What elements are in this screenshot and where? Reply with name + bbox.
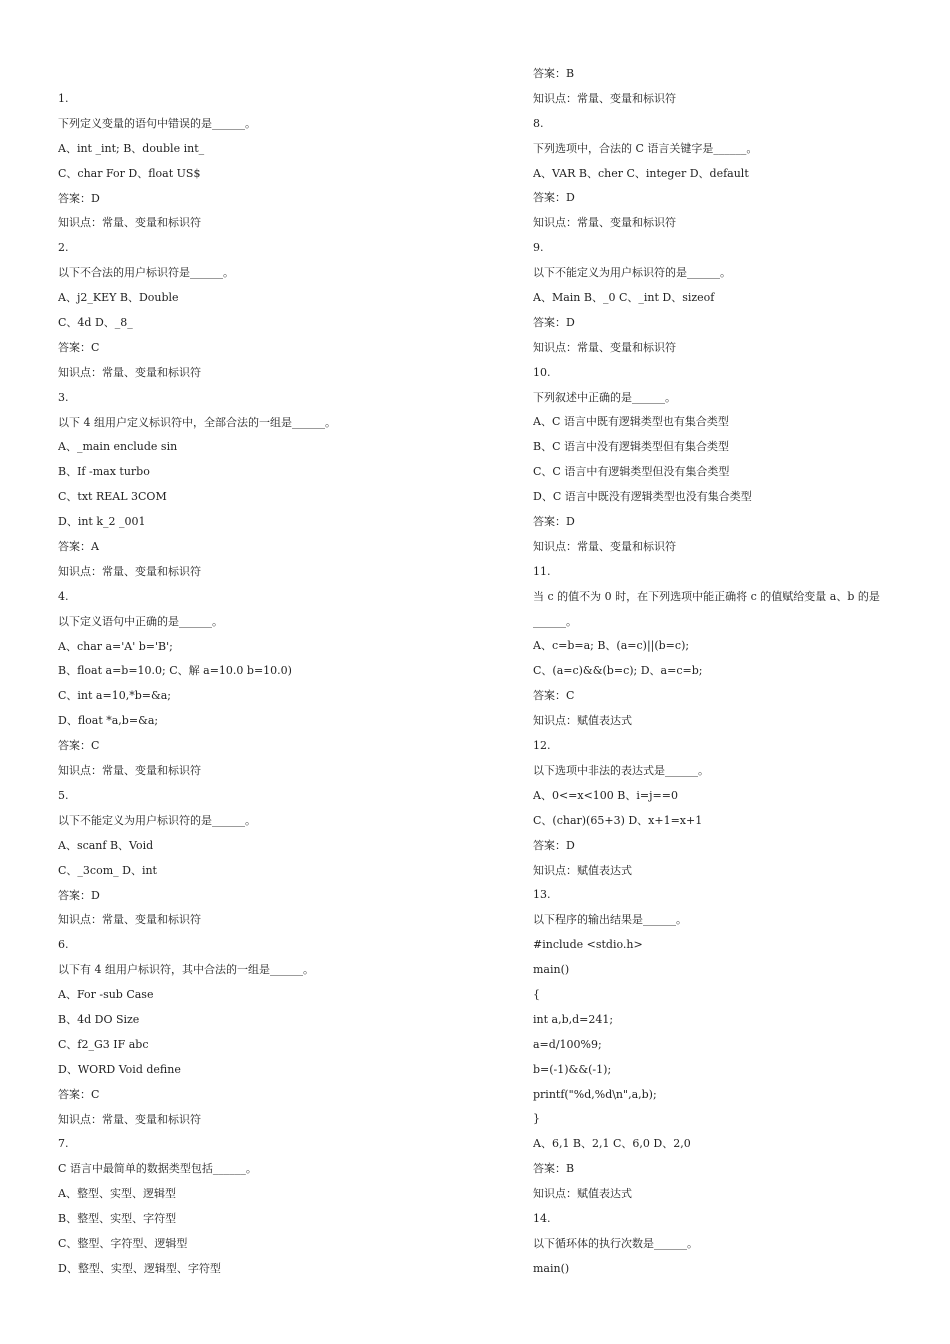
text-line: 答案：C	[58, 1087, 100, 1101]
text-line: 答案：A	[58, 540, 99, 554]
right-column	[533, 62, 933, 1282]
text-line: 5.	[58, 788, 69, 802]
text-line: 知识点：常量、变量和标识符	[533, 91, 676, 105]
text-line: 以下定义语句中正确的是______。	[58, 614, 223, 628]
text-line: 以下 4 组用户定义标识符中，全部合法的一组是______。	[58, 415, 336, 429]
text-line: 11.	[533, 564, 551, 578]
text-line: 知识点：赋值表达式	[533, 863, 632, 877]
text-line: 以下程序的输出结果是______。	[533, 913, 687, 927]
text-line: C、txt REAL 3COM	[58, 490, 167, 504]
text-line: 12.	[533, 739, 551, 753]
text-line: 知识点：常量、变量和标识符	[533, 340, 676, 354]
text-line: 以下有 4 组用户标识符，其中合法的一组是______。	[58, 963, 314, 977]
text-line: D、WORD Void define	[58, 1062, 181, 1076]
left-column	[58, 87, 498, 1282]
text-line: printf("%d,%d\n",a,b);	[533, 1087, 657, 1101]
text-line: B、float a=b=10.0; C、解 a=10.0 b=10.0)	[58, 664, 292, 678]
text-line: {	[533, 987, 540, 1001]
text-line: 下列选项中，合法的 C 语言关键字是______。	[533, 141, 758, 155]
text-line: A、Main B、_0 C、_int D、sizeof	[533, 291, 715, 305]
text-line: 答案：C	[58, 340, 100, 354]
text-line: }	[533, 1112, 540, 1126]
text-line: C、int a=10,*b=&a;	[58, 689, 172, 703]
text-line: D、float *a,b=&a;	[58, 714, 159, 728]
text-line: 以下循环体的执行次数是______。	[533, 1236, 698, 1250]
text-line: 答案：B	[533, 1162, 575, 1176]
text-line: 1.	[58, 92, 69, 105]
text-line: C、(char)(65+3) D、x+1=x+1	[533, 813, 703, 827]
text-line: 8.	[533, 116, 544, 130]
text-line: A、char a='A' b='B';	[58, 639, 173, 653]
text-line: D、C 语言中既没有逻辑类型也没有集合类型	[533, 490, 752, 504]
text-line: 答案：D	[533, 191, 575, 205]
text-line: 知识点：常量、变量和标识符	[533, 539, 676, 553]
text-line: 以下不合法的用户标识符是______。	[58, 266, 234, 280]
text-line: 当 c 的值不为 0 时，在下列选项中能正确将 c 的值赋给变量 a、b 的是	[533, 589, 880, 603]
text-line: C 语言中最简单的数据类型包括______。	[58, 1162, 257, 1176]
text-line: 知识点：常量、变量和标识符	[58, 913, 201, 927]
text-line: 6.	[58, 938, 69, 952]
text-line: 答案：C	[533, 689, 575, 703]
text-line: B、整型、实型、字符型	[58, 1212, 177, 1226]
text-line: b=(-1)&&(-1);	[533, 1062, 612, 1076]
text-line: 答案：D	[533, 515, 575, 529]
text-line: 下列叙述中正确的是______。	[533, 390, 676, 404]
text-line: 以下选项中非法的表达式是______。	[533, 763, 709, 777]
text-line: 答案：C	[58, 739, 100, 753]
text-line: 知识点：常量、变量和标识符	[58, 1112, 201, 1126]
text-line: 知识点：常量、变量和标识符	[58, 365, 201, 379]
text-line: C、_3com_ D、int	[58, 863, 157, 877]
text-line: 9.	[533, 241, 544, 255]
text-line: main()	[533, 1261, 570, 1275]
text-line: 2.	[58, 241, 69, 255]
text-line: B、If -max turbo	[58, 465, 150, 479]
text-line: 知识点：常量、变量和标识符	[58, 564, 201, 578]
text-line: A、_main enclude sin	[58, 440, 178, 454]
text-line: C、f2_G3 IF abc	[58, 1037, 149, 1051]
text-line: 4.	[58, 589, 69, 603]
text-line: 知识点：常量、变量和标识符	[58, 764, 201, 778]
text-line: 14.	[533, 1211, 551, 1225]
text-line: A、int _int; B、double int_	[58, 141, 205, 155]
text-line: 答案：D	[58, 191, 100, 205]
text-line: main()	[533, 963, 570, 977]
text-line: 答案：D	[58, 888, 100, 902]
text-line: 答案：D	[533, 315, 575, 329]
text-line: C、整型、字符型、逻辑型	[58, 1236, 188, 1250]
text-line: C、char For D、float US$	[58, 166, 201, 180]
text-line: 知识点：赋值表达式	[533, 714, 632, 728]
text-line: C、C 语言中有逻辑类型但没有集合类型	[533, 465, 730, 479]
text-line: A、6,1 B、2,1 C、6,0 D、2,0	[533, 1137, 691, 1151]
text-line: 知识点：常量、变量和标识符	[58, 216, 201, 230]
text-line: a=d/100%9;	[533, 1037, 602, 1051]
text-line: A、j2_KEY B、Double	[58, 291, 179, 305]
text-line: D、整型、实型、逻辑型、字符型	[58, 1261, 221, 1275]
text-line: 答案：B	[533, 67, 575, 80]
text-line: 7.	[58, 1137, 69, 1151]
text-line: int a,b,d=241;	[533, 1012, 614, 1026]
text-line: 以下不能定义为用户标识符的是______。	[533, 266, 731, 280]
text-line: 13.	[533, 888, 551, 902]
text-line: B、C 语言中没有逻辑类型但有集合类型	[533, 440, 729, 454]
text-line: A、For -sub Case	[58, 988, 154, 1002]
text-line: A、c=b=a; B、(a=c)||(b=c);	[533, 639, 690, 653]
text-line: C、4d D、_8_	[58, 316, 133, 330]
text-line: 3.	[58, 390, 69, 404]
text-line: C、(a=c)&&(b=c); D、a=c=b;	[533, 664, 703, 678]
text-line: 知识点：常量、变量和标识符	[533, 216, 676, 230]
text-line: B、4d DO Size	[58, 1012, 140, 1026]
text-line: A、VAR B、cher C、integer D、default	[533, 166, 749, 180]
text-line: 下列定义变量的语句中错误的是______。	[58, 116, 256, 130]
text-line: 10.	[533, 365, 551, 379]
text-line: #include <stdio.h>	[533, 938, 643, 952]
text-line: A、C 语言中既有逻辑类型也有集合类型	[533, 415, 729, 429]
text-line: 知识点：赋值表达式	[533, 1187, 632, 1201]
text-line: ______。	[533, 614, 577, 628]
text-line: 以下不能定义为用户标识符的是______。	[58, 813, 256, 827]
text-line: A、整型、实型、逻辑型	[58, 1187, 176, 1201]
text-line: D、int k_2 _001	[58, 515, 146, 529]
text-line: 答案：D	[533, 838, 575, 852]
text-line: A、0<=x<100 B、i=j==0	[533, 788, 678, 802]
text-line: A、scanf B、Void	[58, 838, 154, 852]
